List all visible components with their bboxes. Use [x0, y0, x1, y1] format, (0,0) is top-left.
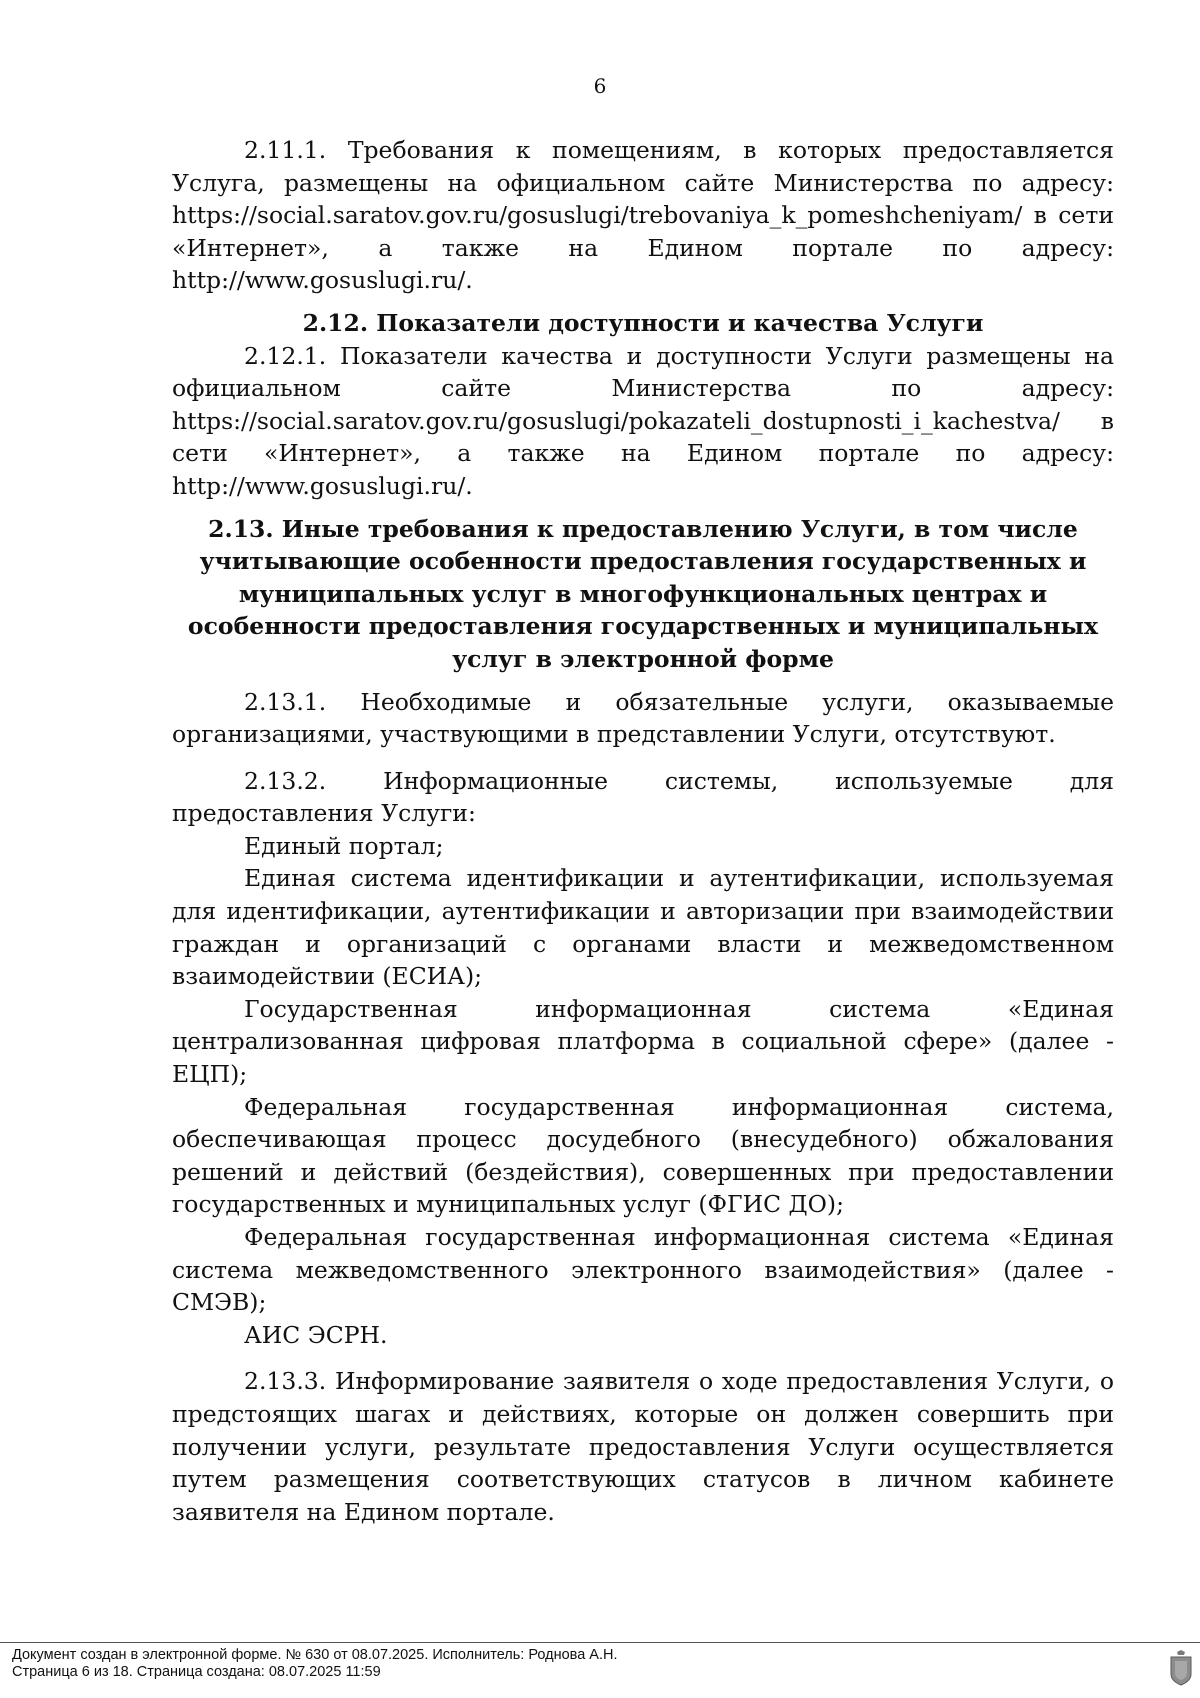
- heading-2-12: 2.12. Показатели доступности и качества Услуги: [302, 308, 984, 337]
- coat-of-arms-icon: [1168, 1650, 1194, 1686]
- list-item-ais-esrn: АИС ЭСРН.: [244, 1320, 388, 1349]
- footer-divider: [0, 1642, 1200, 1643]
- page-number: 6: [593, 74, 607, 98]
- heading-2-13: 2.13. Иные требования к предоставлению Услуги, в том числе учитывающие особенности предоставления государственных и муниципальных услуг в многофункциональных центрах и особенности предоставления государственных и муниципальных услуг в электронной форме: [187, 514, 1099, 673]
- paragraph-2-13-3: 2.13.3. Информирование заявителя о ходе предоставления Услуги, о предстоящих шагах и действиях, которые он должен совершить при получении услуги, результате предоставления Услуги осуществляется путем размещения соответствующих статусов в личном кабинете заявителя на Едином портале.: [172, 1367, 1114, 1526]
- list-item-esia: Единая система идентификации и аутентификации, используемая для идентификации, аутентификации и авторизации при взаимодействии граждан и организаций с органами власти и межведомственном взаимодействии (ЕСИА);: [172, 864, 1114, 991]
- paragraph-2-12-1: 2.12.1. Показатели качества и доступности Услуги размещены на официальном сайте Министерства по адресу: https://social.saratov.gov.ru/gosuslugi/pokazateli_dostupnosti_i_kachestva/ в сети «Интернет», а также на Едином портале по адресу: http://www.gosuslugi.ru/.: [172, 341, 1114, 500]
- footer-line-page-info: Страница 6 из 18. Страница создана: 08.07.2025 11:59: [12, 1664, 381, 1680]
- document-body: [172, 134, 1114, 1528]
- document-footer: [12, 1647, 1152, 1681]
- footer-line-document-info: Документ создан в электронной форме. № 630 от 08.07.2025. Исполнитель: Роднова А.Н.: [12, 1647, 618, 1663]
- list-item-fgis-do: Федеральная государственная информационная система, обеспечивающая процесс досудебного (внесудебного) обжалования решений и действий (бездействия), совершенных при предоставлении государственных и муниципальных услуг (ФГИС ДО);: [172, 1092, 1114, 1219]
- paragraph-2-13-2: 2.13.2. Информационные системы, используемые для предоставления Услуги:: [172, 766, 1114, 828]
- paragraph-2-13-1: 2.13.1. Необходимые и обязательные услуги, оказываемые организациями, участвующими в представлении Услуги, отсутствуют.: [172, 687, 1114, 749]
- paragraph-2-11-1: 2.11.1. Требования к помещениям, в которых предоставляется Услуга, размещены на официальном сайте Министерства по адресу: https://social.saratov.gov.ru/gosuslugi/trebovaniya_k_pomeshcheniyam/ в сети «Интернет», а также на Едином портале по адресу: http://www.gosuslugi.ru/.: [172, 136, 1114, 295]
- list-item-ecp: Государственная информационная система «Единая централизованная цифровая платформа в социальной сфере» (далее - ЕЦП);: [172, 994, 1114, 1089]
- list-item-single-portal: Единый портал;: [244, 831, 444, 860]
- list-item-smev: Федеральная государственная информационная система «Единая система межведомственного электронного взаимодействия» (далее - СМЭВ);: [172, 1223, 1114, 1317]
